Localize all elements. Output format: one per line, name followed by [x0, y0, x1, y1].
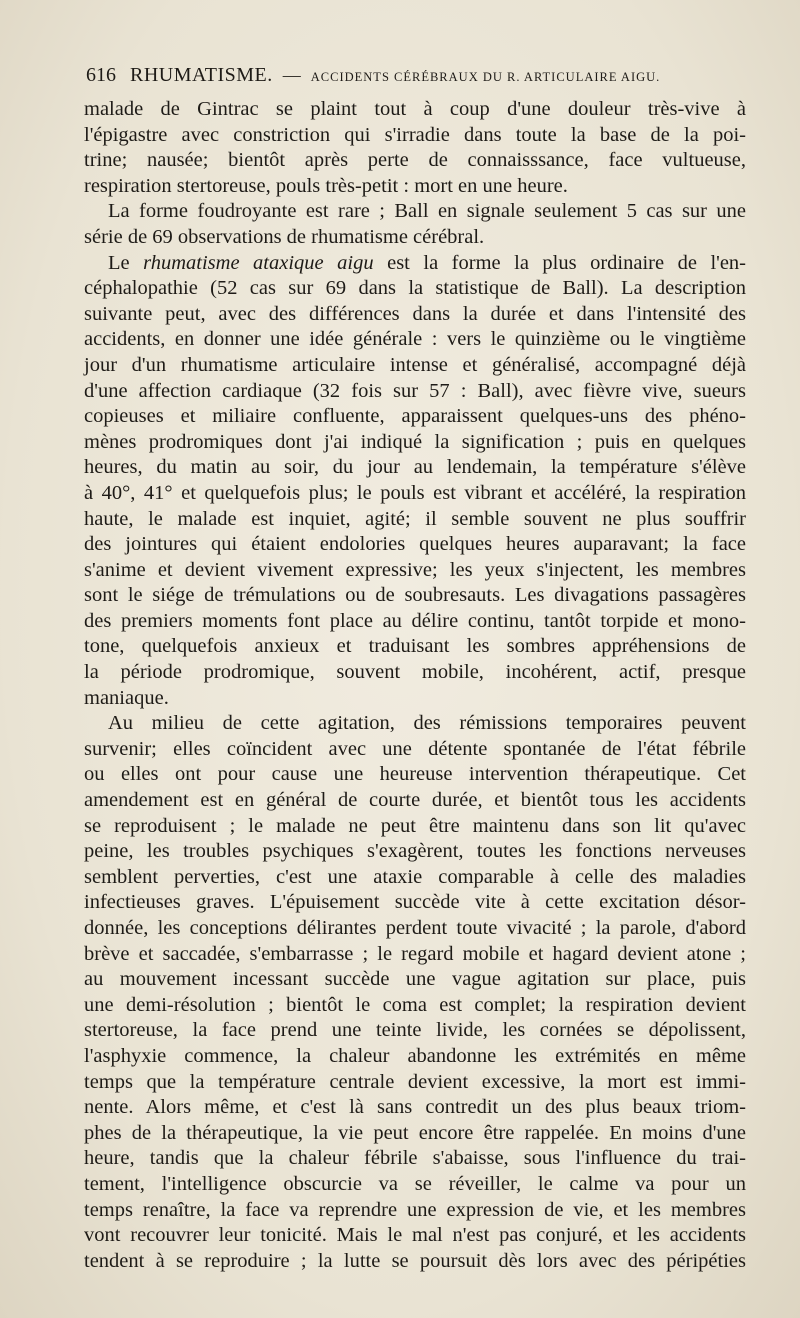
text-line: heure, tandis que la chaleur fébrile s'abaisse, sous l'influence du trai-: [84, 1147, 746, 1170]
text-line: brève et saccadée, s'embarrasse ; le regard mobile et hagard devient atone ;: [84, 942, 746, 965]
text-line: tone, quelquefois anxieux et traduisant les sombres appréhensions de: [84, 635, 746, 658]
text-line: la période prodromique, souvent mobile, incohérent, actif, presque: [84, 661, 746, 684]
text-line: ou elles ont pour cause une heureuse intervention thérapeutique. Cet: [84, 763, 746, 786]
text-line: maniaque.: [84, 686, 169, 709]
text-line: s'anime et devient vivement expressive; les yeux s'injectent, les membres: [84, 558, 746, 581]
text-line: Au milieu de cette agitation, des rémissions temporaires peuvent: [108, 712, 746, 735]
text-line: temps renaître, la face va reprendre une expression de vie, et les membres: [84, 1198, 746, 1221]
running-title: RHUMATISME.: [130, 64, 273, 86]
text-line-italic-term: [84, 251, 746, 277]
text-line: infectieuses graves. L'épuisement succède vite à cette excitation désor-: [84, 891, 746, 914]
text-line: respiration stertoreuse, pouls très-petit : mort en une heure.: [84, 174, 568, 197]
text-line: tement, l'intelligence obscurcie va se réveiller, le calme va pour un: [84, 1172, 746, 1195]
line-suffix: est la forme la plus ordinaire de l'en-: [373, 251, 747, 274]
text-line: nente. Alors même, et c'est là sans contredit un des plus beaux triom-: [84, 1096, 746, 1119]
text-line: jour d'un rhumatisme articulaire intense et généralisé, accompagné déjà: [84, 353, 746, 376]
text-line: céphalopathie (52 cas sur 69 dans la statistique de Ball). La description: [84, 277, 746, 300]
text-line: des premiers moments font place au délire continu, tantôt torpide et mono-: [84, 609, 746, 632]
text-line: se reproduisent ; le malade ne peut être maintenu dans son lit qu'avec: [84, 814, 746, 837]
text-line: sont le siége de trémulations ou de soubresauts. Les divagations passagères: [84, 584, 746, 607]
text-line: à 40°, 41° et quelquefois plus; le pouls est vibrant et accéléré, la respiration: [84, 481, 746, 504]
text-line: donnée, les conceptions délirantes perdent toute vivacité ; la parole, d'abord: [84, 917, 746, 939]
text-line: copieuses et miliaire confluente, apparaissent quelques-uns des phéno-: [84, 405, 746, 428]
text-line: suivante peut, avec des différences dans la durée et dans l'intensité des: [84, 302, 746, 325]
text-line: mènes prodromiques dont j'ai indiqué la signification ; puis en quelques: [84, 430, 746, 453]
line-prefix: Le: [108, 251, 144, 274]
text-line: des jointures qui étaient endolories quelques heures auparavant; la face: [84, 533, 746, 556]
running-subtitle: ACCIDENTS CÉRÉBRAUX DU R. ARTICULAIRE AIGU.: [310, 70, 661, 84]
text-line: temps que la température centrale devient excessive, la mort est immi-: [84, 1070, 746, 1093]
text-line: vont recouvrer leur tonicité. Mais le mal n'est pas conjuré, et les accidents: [84, 1224, 746, 1247]
italic-term: rhumatisme ataxique aigu: [143, 251, 374, 274]
text-line: accidents, en donner une idée générale : vers le quinzième ou le vingtième: [84, 328, 746, 351]
text-line: peine, les troubles psychiques s'exagèrent, toutes les fonctions nerveuses: [84, 840, 746, 863]
text-line: d'une affection cardiaque (32 fois sur 57 : Ball), avec fièvre vive, sueurs: [84, 379, 746, 402]
text-line: tendent à se reproduire ; la lutte se poursuit dès lors avec des péripéties: [84, 1249, 746, 1272]
text-line: survenir; elles coïncident avec une détente spontanée de l'état fébrile: [84, 737, 746, 760]
running-head: [86, 64, 746, 94]
text-line: heures, du matin au soir, du jour au lendemain, la température s'élève: [84, 456, 746, 479]
text-line: série de 69 observations de rhumatisme cérébral.: [84, 225, 485, 248]
running-dash: —: [282, 65, 301, 85]
text-line: au mouvement incessant succède une vague agitation sur place, puis: [84, 968, 746, 991]
text-line: trine; nausée; bientôt après perte de connaisssance, face vultueuse,: [84, 149, 746, 172]
text-line: l'asphyxie commence, la chaleur abandonne les extrémités en même: [84, 1044, 746, 1067]
text-line: haute, le malade est inquiet, agité; il semble souvent ne plus souffrir: [84, 507, 746, 530]
text-line: l'épigastre avec constriction qui s'irradie dans toute la base de la poi-: [84, 123, 746, 146]
page-number: 616: [86, 64, 116, 86]
text-line: malade de Gintrac se plaint tout à coup d'une douleur très-vive à: [84, 98, 746, 120]
text-line: semblent perverties, c'est une ataxie comparable à celle des maladies: [84, 865, 746, 888]
text-line: La forme foudroyante est rare ; Ball en signale seulement 5 cas sur une: [108, 200, 746, 223]
text-line: amendement est en général de courte durée, et bientôt tous les accidents: [84, 789, 746, 812]
body-text: [84, 97, 746, 1274]
text-line: phes de la thérapeutique, la vie peut encore être rappelée. En moins d'une: [84, 1121, 746, 1144]
text-line: une demi-résolution ; bientôt le coma est complet; la respiration devient: [84, 993, 746, 1016]
text-line: stertoreuse, la face prend une teinte livide, les cornées se dépolissent,: [84, 1019, 746, 1042]
